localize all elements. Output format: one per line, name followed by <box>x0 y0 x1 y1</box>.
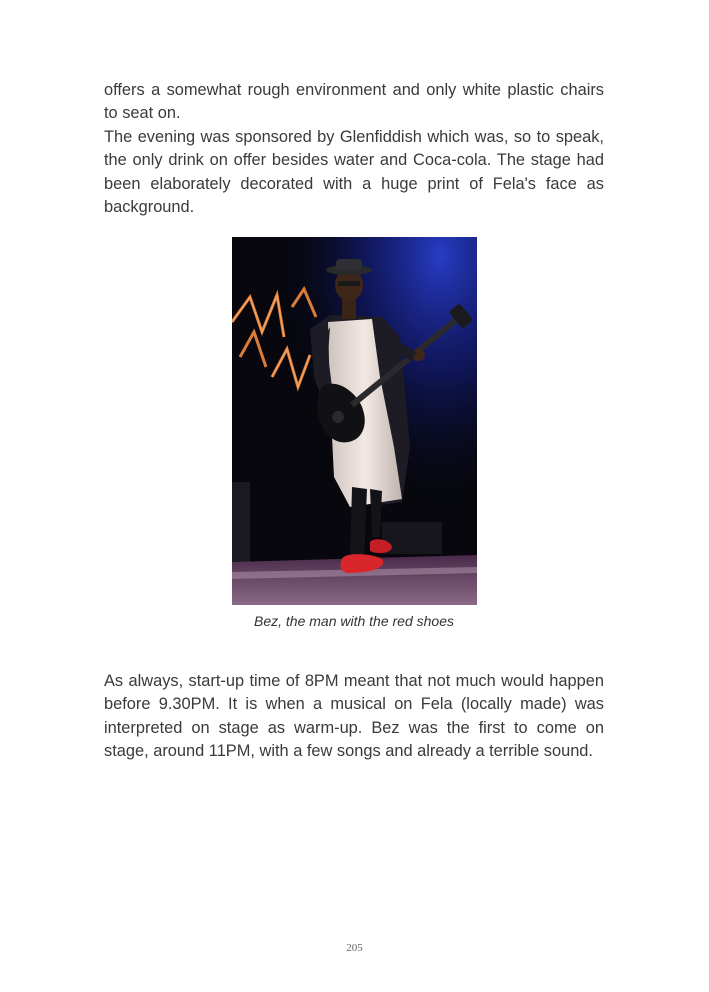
paragraph-2: The evening was sponsored by Glenfiddish which was, so to speak, the only drink on offer besides water and Coca-cola. The stage had been elaborately decorated with a huge print of Fela's face as background. <box>104 128 604 217</box>
performer-illustration <box>232 237 477 605</box>
figure-caption: Bez, the man with the red shoes <box>254 613 454 629</box>
concert-photo <box>232 237 477 605</box>
paragraph-3: As always, start-up time of 8PM meant that not much would happen before 9.30PM. It is when a musical on Fela (locally made) was interpreted on stage as warm-up. Bez was the first to come on stage, around 11PM, with a few songs and already a terrible sound. <box>104 672 604 761</box>
paragraph-1: offers a somewhat rough environment and only white plastic chairs to seat on. <box>104 81 604 123</box>
page-number: 205 <box>346 942 363 954</box>
